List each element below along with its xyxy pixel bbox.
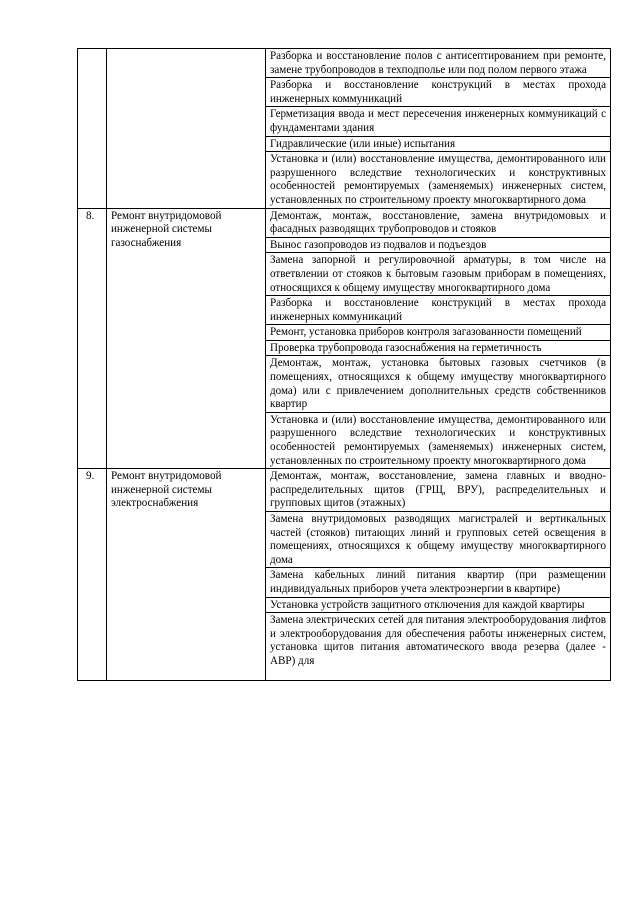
work-item: Герметизация ввода и мест пересечения инженерных коммуникаций с фундаментами здания — [270, 108, 606, 134]
work-item: Ремонт, установка приборов контроля загазованности помещений — [270, 326, 582, 339]
table-row — [78, 469, 611, 512]
work-cell — [266, 568, 611, 597]
work-item: Установка устройств защитного отключения для каждой квартиры — [270, 598, 585, 611]
row-number-cell — [78, 208, 107, 469]
table-row — [78, 49, 611, 78]
system-cell — [107, 49, 266, 209]
system-name: Ремонт внутридомовой инженерной системы электроснабжения — [111, 470, 222, 510]
work-cell — [266, 136, 611, 152]
work-item: Демонтаж, монтаж, восстановление, замена главных и вводно-распределительных щитов (ГРЩ, ВРУ), распределительных и групповых щитов (этажных) — [270, 470, 606, 510]
system-cell — [107, 208, 266, 469]
work-cell — [266, 512, 611, 568]
work-item: Проверка трубопровода газоснабжения на герметичность — [270, 341, 542, 354]
work-item: Разборка и восстановление полов с антисептированием при ремонте, замене трубопроводов в техподполье или под полом первого этажа — [270, 50, 606, 76]
work-cell — [266, 356, 611, 412]
work-cell — [266, 208, 611, 237]
work-item: Замена кабельных линий питания квартир (при размещении индивидуальных приборов учета электроэнергии в квартире) — [270, 569, 606, 595]
work-item: Замена запорной и регулировочной арматуры, в том числе на ответвлении от стояков к бытовым газовым приборам в помещениях, относящихся к общему имуществу многоквартирного дома — [270, 254, 606, 294]
system-name: Ремонт внутридомовой инженерной системы газоснабжения — [111, 209, 222, 249]
work-item: Демонтаж, монтаж, установка бытовых газовых счетчиков (в помещениях, относящихся к общему имуществу многоквартирного дома) или с привлечением дополнительных средств собственников квартир — [270, 357, 606, 411]
work-cell — [266, 613, 611, 681]
work-item: Установка и (или) восстановление имущества, демонтированного или разрушенного вследствие технологических и конструктивных особенностей ремонтируемых (заменяемых) инженерных систем, установленных по строительному проекту многоквартирного дома — [270, 153, 606, 206]
work-item: Гидравлические (или иные) испытания — [270, 137, 456, 150]
works-table — [77, 48, 611, 681]
work-item: Разборка и восстановление конструкций в местах прохода инженерных коммуникаций — [270, 79, 606, 105]
work-item: Разборка и восстановление конструкций в местах прохода инженерных коммуникаций — [270, 297, 606, 323]
work-item: Замена внутридомовых разводящих магистралей и вертикальных частей (стояков) питающих линий и групповых сетей освещения в помещениях, относящихся к общему имуществу многоквартирного дома — [270, 513, 606, 566]
row-number-cell — [78, 49, 107, 209]
work-cell — [266, 296, 611, 325]
work-cell — [266, 412, 611, 468]
row-number: 9. — [86, 470, 95, 483]
work-cell — [266, 469, 611, 512]
work-cell — [266, 107, 611, 136]
work-cell — [266, 237, 611, 253]
system-cell — [107, 469, 266, 681]
work-cell — [266, 340, 611, 356]
work-item: Установка и (или) восстановление имущества, демонтированного или разрушенного вследствие технологических и конструктивных особенностей ремонтируемых (заменяемых) инженерных систем, установленных по строительному проекту многоквартирного дома — [270, 413, 606, 467]
work-cell — [266, 597, 611, 613]
work-item: Демонтаж, монтаж, восстановление, замена внутридомовых и фасадных разводящих трубопроводов и стояков — [270, 209, 606, 236]
work-item: Замена электрических сетей для питания электрооборудования лифтов и электрооборудования для обеспечения работы инженерных систем, установка щитов питания автоматического ввода резерва (далее - АВР) для — [270, 614, 606, 667]
work-cell — [266, 152, 611, 208]
row-number: 8. — [86, 209, 95, 222]
table-row — [78, 208, 611, 237]
work-cell — [266, 49, 611, 78]
work-item: Вынос газопроводов из подвалов и подъездов — [270, 238, 487, 251]
work-cell — [266, 253, 611, 296]
work-cell — [266, 78, 611, 107]
row-number-cell — [78, 469, 107, 681]
work-cell — [266, 325, 611, 341]
